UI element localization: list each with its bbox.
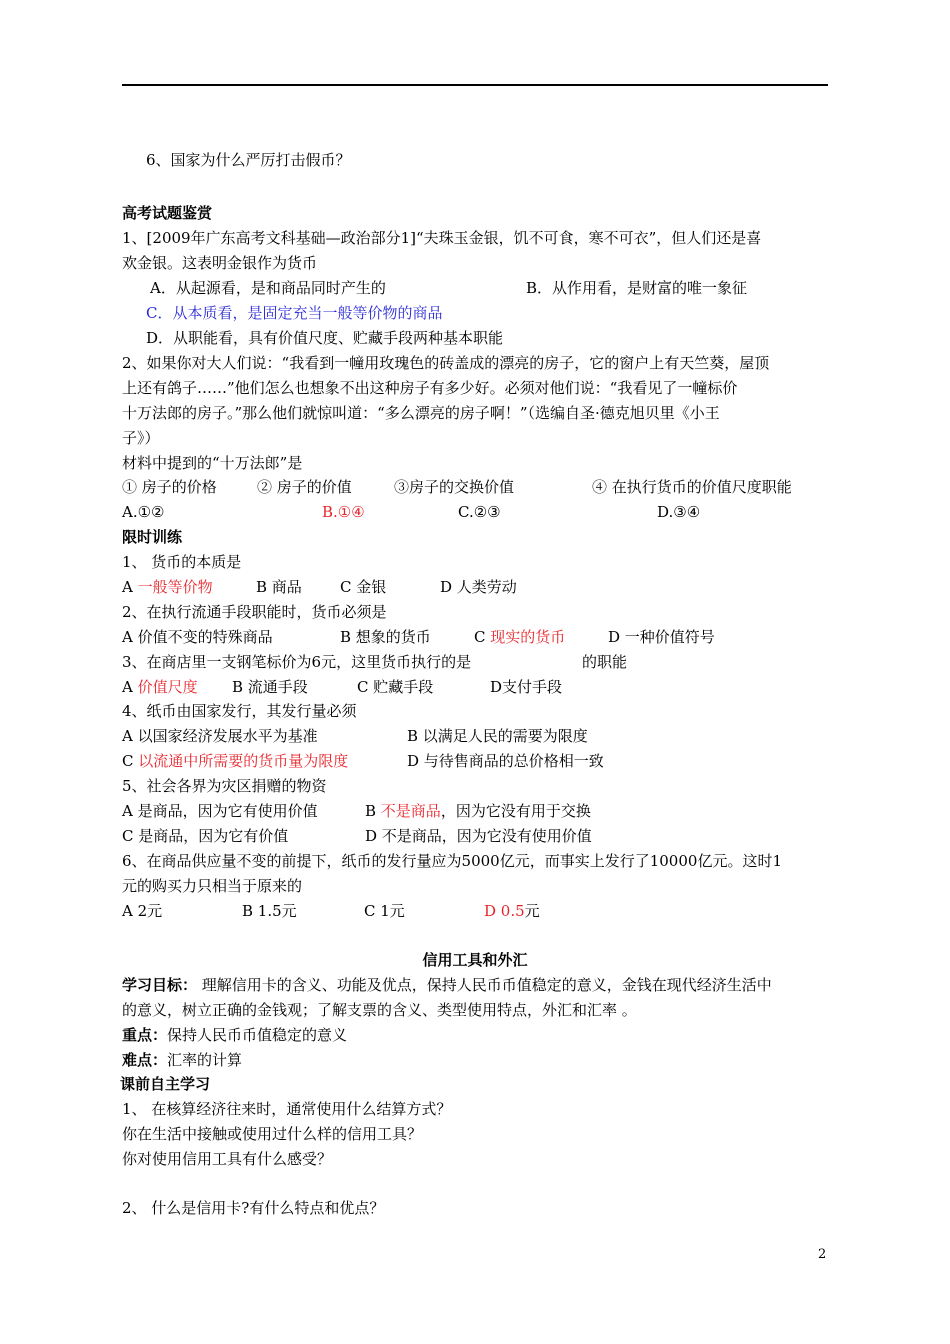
training-q6-option-c: C 1元 <box>364 902 405 920</box>
gaokao-q1-option-c: C．从本质看，是固定充当一般等价物的商品 <box>146 304 443 322</box>
difficult-point: 难点：汇率的计算 <box>122 1051 243 1069</box>
training-q2-option-c: C 现实的货币 <box>474 628 566 646</box>
training-q1-option-a: A 一般等价物 <box>122 578 213 596</box>
training-q1: 1、 货币的本质是 <box>122 553 242 571</box>
training-q4-option-a: A 以国家经济发展水平为基准 <box>122 727 318 745</box>
gaokao-q1-line2: 欢金银。这表明金银作为货币 <box>122 254 318 272</box>
training-q3-option-c: C 贮藏手段 <box>357 678 434 696</box>
page-number: 2 <box>818 1247 827 1262</box>
gaokao-q2-line2: 上还有鸽子……”他们怎么也想象不出这种房子有多少好。必须对他们说：“我看见了一幢标价 <box>122 379 738 397</box>
training-q3-option-d: D支付手段 <box>490 678 563 696</box>
training-q3-stem: 3、在商店里一支钢笔标价为6元，这里货币执行的是 <box>122 653 472 671</box>
gaokao-q2-answer-c: C.②③ <box>458 503 501 521</box>
training-q6-option-d: D 0.5元 <box>484 902 540 920</box>
header-rule <box>122 84 828 86</box>
section-heading-training: 限时训练 <box>122 528 183 546</box>
training-q2: 2、在执行流通手段职能时，货币必须是 <box>122 603 387 621</box>
gaokao-q2-line4: 子》） <box>122 429 160 447</box>
training-q5-option-c: C 是商品，因为它有价值 <box>122 827 289 845</box>
training-q5-option-a: A 是商品，因为它有使用价值 <box>122 802 318 820</box>
training-q4-option-d: D 与待售商品的总价格相一致 <box>407 752 604 770</box>
training-q2-option-d: D 一种价值符号 <box>608 628 715 646</box>
gaokao-q2-item-1: ① 房子的价格 <box>122 478 217 496</box>
learning-goal-line1: 学习目标： 理解信用卡的含义、功能及优点，保持人民币币值稳定的意义，金钱在现代经济生活中 <box>122 976 772 994</box>
training-q5-option-d: D 不是商品，因为它没有使用价值 <box>365 827 592 845</box>
gaokao-q2-line3: 十万法郎的房子。”那么他们就惊叫道：“多么漂亮的房子啊！”（选编自圣·德克旭贝里《小王 <box>122 404 720 422</box>
training-q3-stem-end: 的职能 <box>582 653 628 671</box>
learning-goal-line2: 的意义，树立正确的金钱观；了解支票的含义、类型使用特点，外汇和汇率 。 <box>122 1001 637 1019</box>
self-study-q1-line3: 你对使用信用工具有什么感受？ <box>122 1150 333 1168</box>
training-q6-option-a: A 2元 <box>122 902 163 920</box>
prev-question-6: 6、国家为什么严厉打击假币？ <box>146 151 351 169</box>
training-q1-option-c: C 金银 <box>340 578 387 596</box>
training-q1-option-b: B 商品 <box>256 578 302 596</box>
self-study-q1-line2: 你在生活中接触或使用过什么样的信用工具？ <box>122 1125 423 1143</box>
gaokao-q2-answer-d: D.③④ <box>657 503 701 521</box>
gaokao-q2-line1: 2、如果你对大人们说：“我看到一幢用玫瑰色的砖盖成的漂亮的房子，它的窗户上有天竺葵，屋顶 <box>122 354 770 372</box>
training-q4-option-b: B 以满足人民的需要为限度 <box>407 727 588 745</box>
training-q4: 4、纸币由国家发行，其发行量必须 <box>122 702 357 720</box>
training-q3-option-a: A 价值尺度 <box>122 678 198 696</box>
section-heading-gaokao: 高考试题鉴赏 <box>122 204 213 222</box>
training-q5: 5、社会各界为灾区捐赠的物资 <box>122 777 327 795</box>
gaokao-q1-option-b: B．从作用看，是财富的唯一象征 <box>526 279 748 297</box>
self-study-q1-line1: 1、 在核算经济往来时，通常使用什么结算方式？ <box>122 1100 452 1118</box>
gaokao-q2-item-2: ② 房子的价值 <box>257 478 352 496</box>
training-q1-option-d: D 人类劳动 <box>440 578 517 596</box>
gaokao-q1-line1: 1、[2009年广东高考文科基础—政治部分1]“夫珠玉金银，饥不可食，寒不可衣”，但人们还是喜 <box>122 229 762 247</box>
section-heading-self-study: 课前自主学习 <box>120 1075 211 1093</box>
gaokao-q2-answer-b: B.①④ <box>322 503 365 521</box>
gaokao-q2-item-4: ④ 在执行货币的价值尺度职能 <box>592 478 792 496</box>
gaokao-q1-option-a: A．从起源看，是和商品同时产生的 <box>150 279 386 297</box>
training-q4-option-c: C 以流通中所需要的货币量为限度 <box>122 752 349 770</box>
training-q6-line2: 元的购买力只相当于原来的 <box>122 877 303 895</box>
section-title-credit: 信用工具和外汇 <box>422 951 528 969</box>
gaokao-q2-answer-a: A.①② <box>122 503 165 521</box>
self-study-q2: 2、 什么是信用卡?有什么特点和优点？ <box>122 1199 385 1217</box>
training-q5-option-b: B 不是商品，因为它没有用于交换 <box>365 802 591 820</box>
training-q2-option-b: B 想象的货币 <box>340 628 431 646</box>
training-q3-option-b: B 流通手段 <box>232 678 308 696</box>
gaokao-q2-item-3: ③房子的交换价值 <box>394 478 515 496</box>
gaokao-q1-option-d: D．从职能看，具有价值尺度、贮藏手段两种基本职能 <box>146 329 504 347</box>
training-q2-option-a: A 价值不变的特殊商品 <box>122 628 273 646</box>
training-q6-option-b: B 1.5元 <box>242 902 297 920</box>
training-q6-line1: 6、在商品供应量不变的前提下，纸币的发行量应为5000亿元，而事实上发行了10000亿元。这时1 <box>122 852 782 870</box>
gaokao-q2-line5: 材料中提到的“十万法郎”是 <box>122 454 303 472</box>
key-point: 重点：保持人民币币值稳定的意义 <box>122 1026 348 1044</box>
